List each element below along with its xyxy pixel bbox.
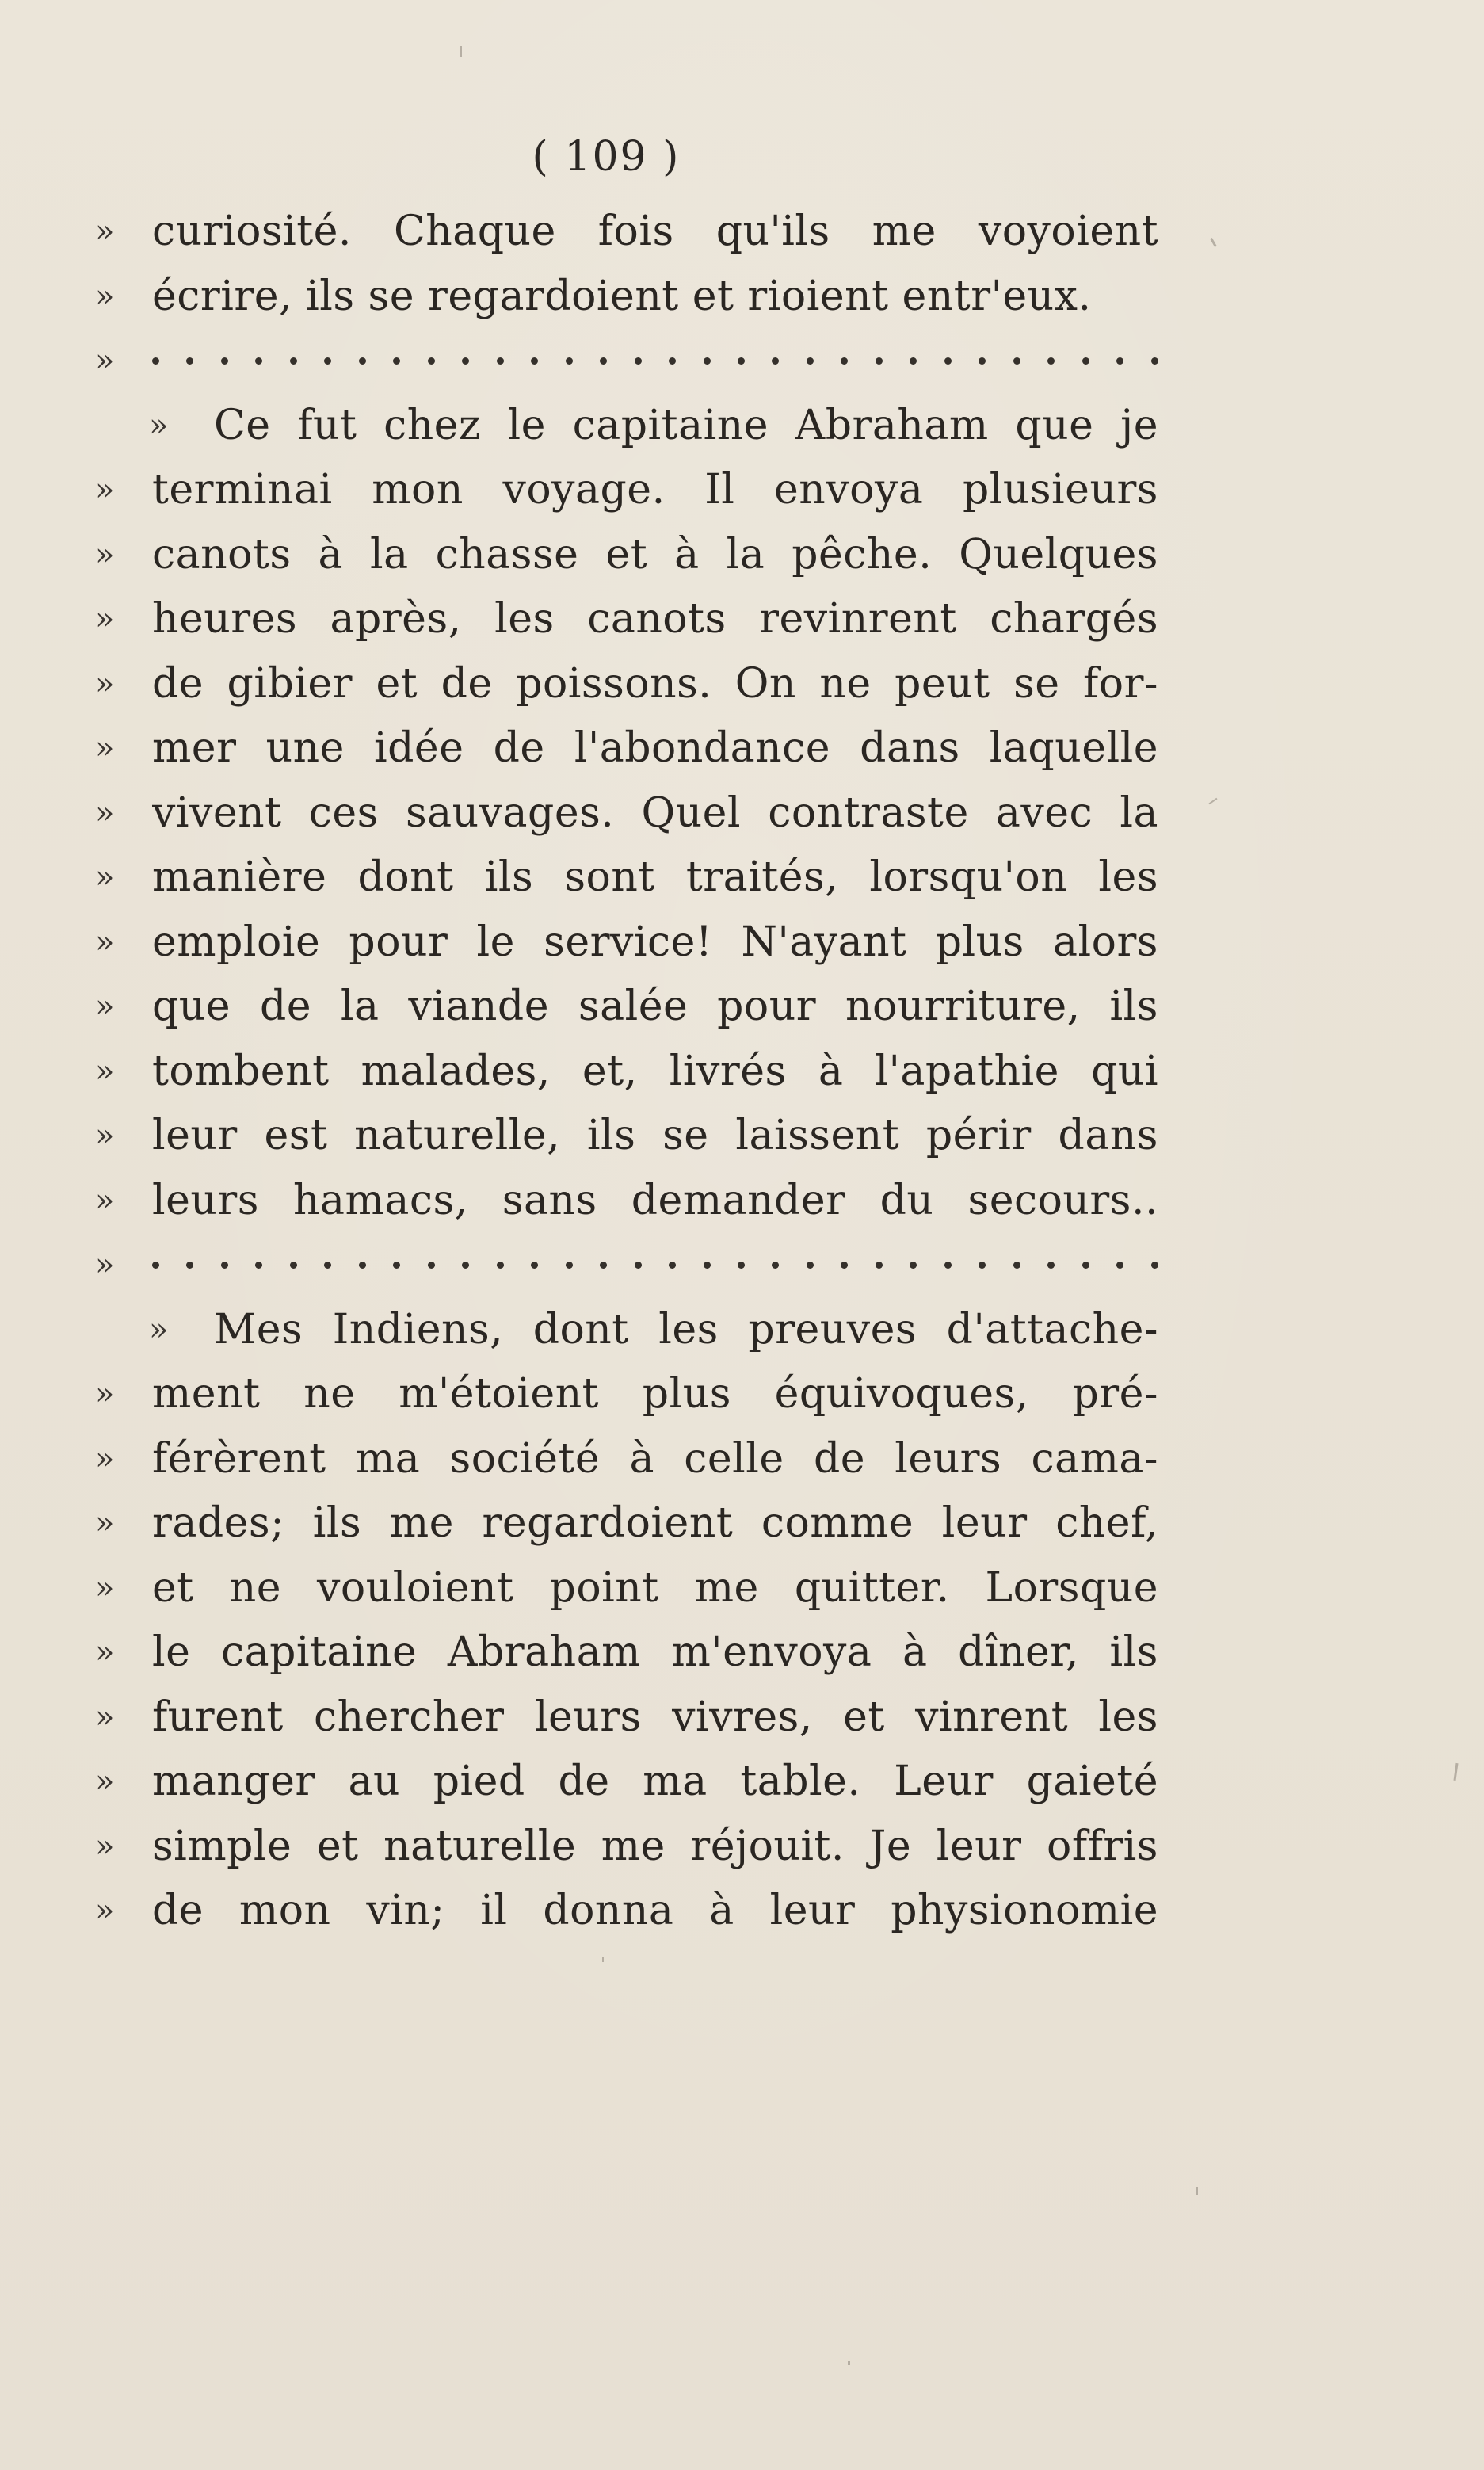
text-line: [95, 587, 1157, 652]
ellipsis-dot-row: [152, 329, 1158, 394]
text-line: [95, 781, 1157, 846]
ellipsis-dot: [635, 357, 642, 365]
paragraph-quotation-mark: »: [149, 407, 169, 444]
quotation-mark: »: [95, 342, 115, 379]
line-text: férèrent ma société à celle de leurs cama-: [152, 1434, 1158, 1483]
ellipsis-dot: [531, 357, 538, 365]
text-line: [95, 394, 1157, 459]
ellipsis-dot: [393, 357, 400, 365]
ellipsis-dot: [635, 1262, 642, 1269]
ellipsis-dot: [1047, 357, 1055, 365]
text-line: [95, 1362, 1157, 1427]
ellipsis-dot: [876, 1262, 883, 1269]
ellipsis-dot: [1082, 1262, 1089, 1269]
ellipsis-dot: [290, 1262, 297, 1269]
ellipsis-dot: [428, 1262, 435, 1269]
ellipsis-dot: [462, 357, 469, 365]
ellipsis-dot: [600, 1262, 607, 1269]
ellipsis-dot: [566, 357, 573, 365]
ellipsis-dot: [807, 357, 814, 365]
text-line: [95, 1040, 1157, 1105]
text-line: [95, 1815, 1157, 1880]
line-text: manière dont ils sont traités, lorsqu'on les: [152, 853, 1158, 901]
quotation-mark: »: [95, 1827, 115, 1865]
line-text: et ne vouloient point me quitter. Lorsque: [152, 1563, 1158, 1612]
paper-speck: [1209, 798, 1218, 805]
ellipsis-dot: [1151, 357, 1158, 365]
line-text: canots à la chasse et à la pêche. Quelques: [152, 530, 1158, 578]
line-text: leurs hamacs, sans demander du secours..: [152, 1176, 1158, 1224]
quotation-mark: »: [95, 988, 115, 1025]
ellipsis-dot: [979, 1262, 986, 1269]
line-text: le capitaine Abraham m'envoya à dîner, ils: [152, 1628, 1158, 1676]
quotation-mark: »: [95, 1569, 115, 1606]
paper-speck: [460, 46, 462, 57]
ellipsis-dot: [944, 357, 952, 365]
text-line: [95, 1685, 1157, 1750]
ellipsis-dot: [324, 1262, 331, 1269]
text-line: [95, 200, 1157, 265]
line-text: terminai mon voyage. Il envoya plusieurs: [152, 466, 1158, 513]
ellipsis-dot: [1082, 357, 1089, 365]
ellipsis-dot: [841, 357, 848, 365]
ellipsis-dot: [772, 357, 779, 365]
ellipsis-dot: [221, 357, 228, 365]
quotation-mark: »: [95, 536, 115, 573]
quotation-mark: »: [95, 1440, 115, 1477]
ellipsis-dot: [152, 1262, 159, 1269]
quotation-mark: »: [95, 665, 115, 702]
ellipsis-dot: [462, 1262, 469, 1269]
line-text: mer une idée de l'abondance dans laquelle: [152, 724, 1158, 772]
quotation-mark: »: [95, 1182, 115, 1219]
ellipsis-dot: [807, 1262, 814, 1269]
line-text: vivent ces sauvages. Quel contraste avec la: [152, 788, 1158, 837]
quotation-mark: »: [95, 601, 115, 637]
ellipsis-dot: [738, 1262, 745, 1269]
line-text: de mon vin; il donna à leur physionomie: [152, 1887, 1158, 1934]
quotation-mark: »: [95, 859, 115, 895]
ellipsis-dot: [255, 1262, 262, 1269]
ellipsis-dot: [910, 1262, 917, 1269]
ellipsis-dot: [1047, 1262, 1055, 1269]
quotation-mark: »: [95, 1376, 115, 1412]
ellipsis-dot: [566, 1262, 573, 1269]
text-line: [95, 1621, 1157, 1685]
line-text: de gibier et de poissons. On ne peut se for-: [152, 659, 1158, 708]
paper-speck: [1210, 238, 1217, 247]
quotation-mark: »: [95, 277, 115, 315]
text-line: [95, 1298, 1157, 1363]
text-line: [95, 265, 1157, 330]
text-line: [95, 1233, 1157, 1298]
text-line: [95, 523, 1157, 588]
ellipsis-dot: [428, 357, 435, 365]
ellipsis-dot: [359, 357, 366, 365]
quotation-mark: »: [95, 213, 115, 250]
text-line: [95, 1491, 1157, 1556]
text-line: [95, 1750, 1157, 1815]
paper-speck: [1196, 2187, 1198, 2195]
ellipsis-dot: [669, 357, 676, 365]
ellipsis-dot: [910, 357, 917, 365]
ellipsis-dot: [497, 1262, 504, 1269]
page-number: ( 109 ): [532, 133, 681, 181]
ellipsis-dot: [979, 357, 986, 365]
ellipsis-dot: [1151, 1262, 1158, 1269]
line-text: furent chercher leurs vivres, et vinrent les: [152, 1693, 1158, 1741]
quotation-mark: »: [95, 1892, 115, 1929]
text-line: [95, 1427, 1157, 1492]
ellipsis-dot: [221, 1262, 228, 1269]
ellipsis-dot-row: [152, 1233, 1158, 1298]
ellipsis-dot: [255, 357, 262, 365]
text-line: [95, 1169, 1157, 1234]
ellipsis-dot: [186, 357, 193, 365]
ellipsis-dot: [704, 357, 711, 365]
quotation-mark: »: [95, 1505, 115, 1541]
line-text: écrire, ils se regardoient et rioient entr'eux.: [152, 272, 1092, 320]
quotation-mark: »: [95, 1634, 115, 1670]
text-line: [95, 329, 1157, 394]
quotation-mark: »: [95, 794, 115, 831]
ellipsis-dot: [669, 1262, 676, 1269]
ellipsis-dot: [531, 1262, 538, 1269]
ellipsis-dot: [1116, 357, 1123, 365]
line-text: Mes Indiens, dont les preuves d'attache-: [214, 1305, 1158, 1353]
ellipsis-dot: [876, 357, 883, 365]
line-text: leur est naturelle, ils se laissent périr dans: [152, 1112, 1158, 1159]
text-line: [95, 1556, 1157, 1621]
line-text: simple et naturelle me réjouit. Je leur offris: [152, 1822, 1158, 1870]
text-line: [95, 1104, 1157, 1169]
line-text: que de la viande salée pour nourriture, ils: [152, 983, 1158, 1030]
line-text: rades; ils me regardoient comme leur chef,: [152, 1499, 1158, 1547]
body-text: [95, 200, 1157, 1944]
paragraph-quotation-mark: »: [149, 1311, 169, 1348]
line-text: curiosité. Chaque fois qu'ils me voyoient: [152, 208, 1158, 255]
text-line: [95, 846, 1157, 911]
ellipsis-dot: [290, 357, 297, 365]
line-text: Ce fut chez le capitaine Abraham que je: [214, 401, 1158, 449]
quotation-mark: »: [95, 471, 115, 508]
line-text: manger au pied de ma table. Leur gaieté: [152, 1758, 1158, 1805]
ellipsis-dot: [944, 1262, 952, 1269]
line-text: emploie pour le service! N'ayant plus alors: [152, 918, 1158, 966]
text-line: [95, 975, 1157, 1040]
text-line: [95, 1879, 1157, 1944]
ellipsis-dot: [772, 1262, 779, 1269]
paper-speck: [602, 1957, 604, 1962]
ellipsis-dot: [600, 357, 607, 365]
ellipsis-dot: [497, 357, 504, 365]
ellipsis-dot: [152, 357, 159, 365]
text-line: [95, 458, 1157, 523]
ellipsis-dot: [393, 1262, 400, 1269]
quotation-mark: »: [95, 923, 115, 960]
text-line: [95, 652, 1157, 717]
quotation-mark: »: [95, 1763, 115, 1800]
text-line: [95, 911, 1157, 975]
paper-speck: [1453, 1763, 1458, 1781]
line-text: ment ne m'étoient plus équivoques, pré-: [152, 1370, 1158, 1418]
quotation-mark: »: [95, 1698, 115, 1735]
ellipsis-dot: [1116, 1262, 1123, 1269]
ellipsis-dot: [1013, 1262, 1020, 1269]
ellipsis-dot: [324, 357, 331, 365]
quotation-mark: »: [95, 1246, 115, 1283]
line-text: tombent malades, et, livrés à l'apathie qui: [152, 1047, 1158, 1095]
line-text: heures après, les canots revinrent chargés: [152, 595, 1158, 643]
quotation-mark: »: [95, 1052, 115, 1090]
quotation-mark: »: [95, 730, 115, 766]
ellipsis-dot: [704, 1262, 711, 1269]
paper-speck: [848, 2361, 850, 2365]
ellipsis-dot: [186, 1262, 193, 1269]
text-line: [95, 716, 1157, 781]
ellipsis-dot: [359, 1262, 366, 1269]
ellipsis-dot: [841, 1262, 848, 1269]
ellipsis-dot: [1013, 357, 1020, 365]
quotation-mark: »: [95, 1117, 115, 1154]
ellipsis-dot: [738, 357, 745, 365]
